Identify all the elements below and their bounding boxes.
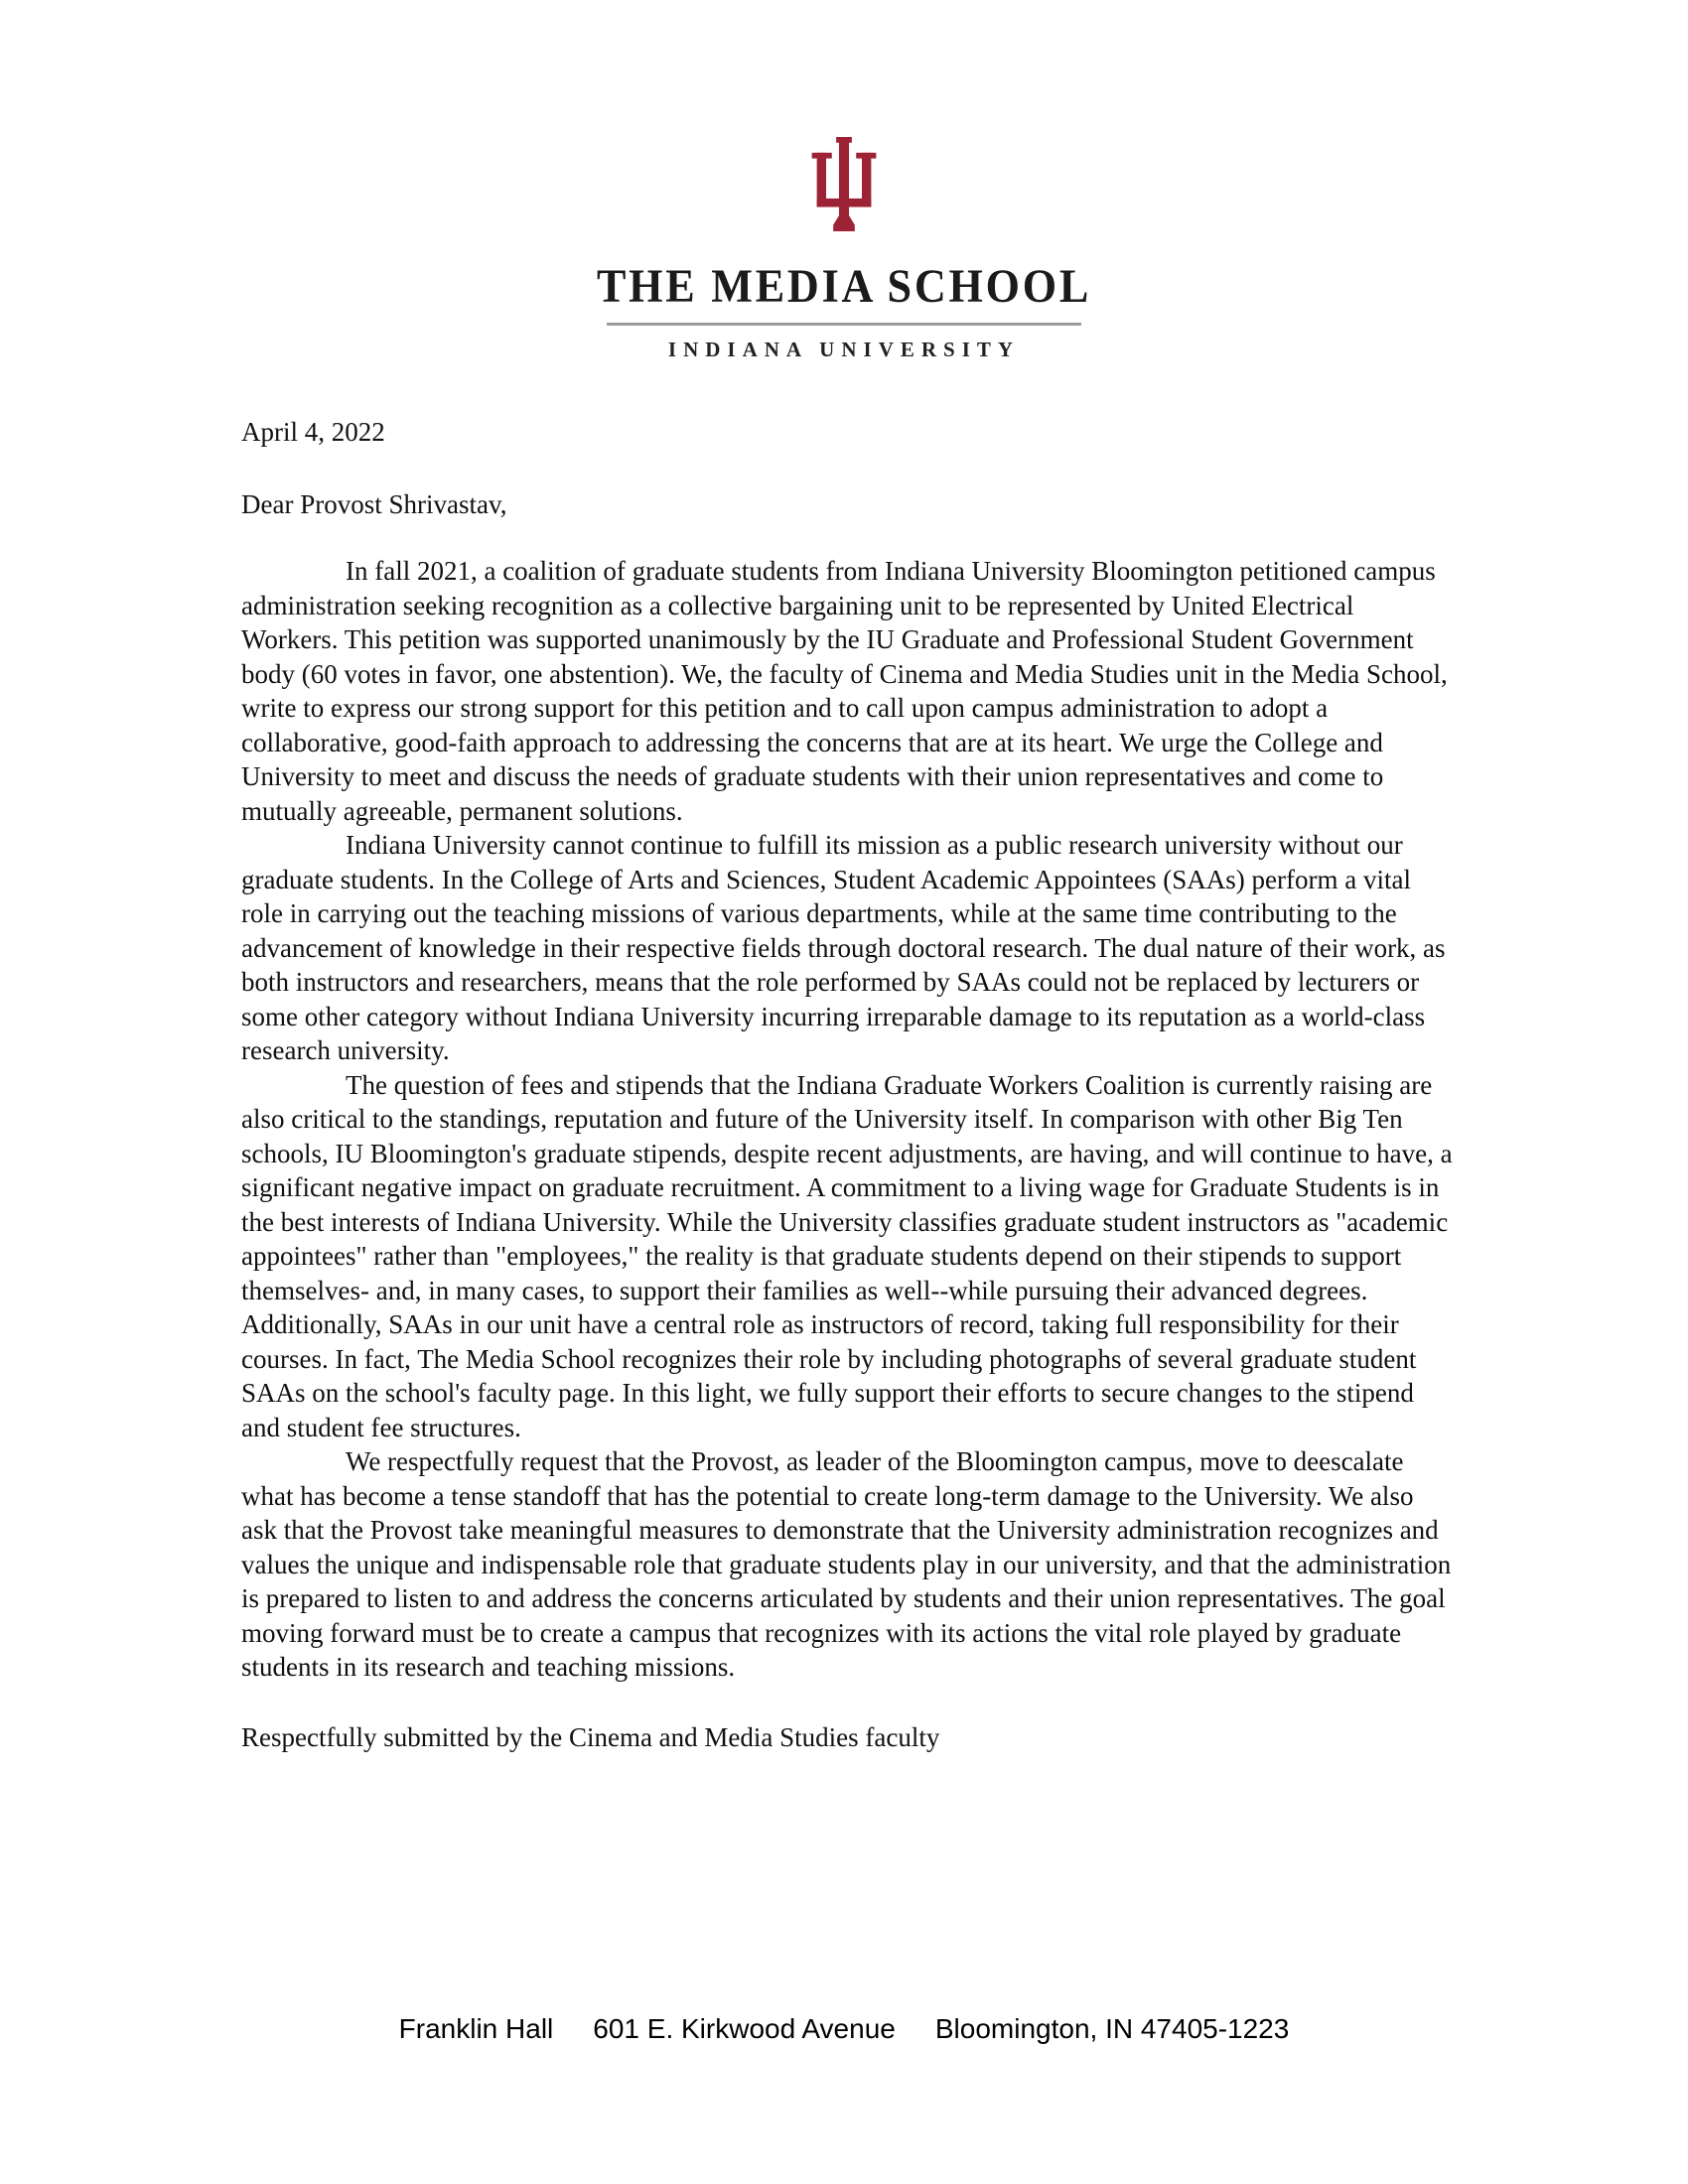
iu-trident-icon (808, 137, 880, 231)
address-street: 601 E. Kirkwood Avenue (593, 2013, 896, 2044)
letter-paragraph: We respectfully request that the Provost, as leader of the Bloomington campus, move to deescalate what has become a tense standoff that has the potential to create long-term damage to the University. We also ask that the Provost take meaningful measures to demonstrate that the University administration recognizes and values the unique and indispensable role that graduate students play in our university, and that the administration is prepared to listen to and address the concerns articulated by students and their union representatives. The goal moving forward must be to create a campus that recognizes with its actions the vital role played by graduate students in its research and teaching missions. (241, 1446, 1452, 1682)
school-wordmark: THE MEDIA SCHOOL (596, 260, 1092, 313)
header-rule (607, 323, 1081, 326)
letterhead (0, 137, 1688, 362)
letter-paragraph: The question of fees and stipends that the Indiana Graduate Workers Coalition is currently raising are also critical to the standings, reputation and future of the University itself. In comparison with other Big Ten schools, IU Bloomington's graduate stipends, despite recent adjustments, are having, and will continue to have, a significant negative impact on graduate recruitment. A commitment to a living wage for Graduate Students is in the best interests of Indiana University. While the University classifies graduate student instructors as "academic appointees" rather than "employees," the reality is that graduate students depend on their stipends to support themselves- and, in many cases, to support their families as well--while pursuing their advanced degrees. Additionally, SAAs in our unit have a central role as instructors of record, taking full responsibility for their courses. In fact, The Media School recognizes their role by including photographs of several graduate student SAAs on the school's faculty page. In this light, we fully support their efforts to secure changes to the stipend and student fee structures. (241, 1069, 1453, 1442)
body-paragraphs (241, 554, 1455, 1685)
address-city-state-zip: Bloomington, IN 47405-1223 (934, 2013, 1290, 2044)
closing-line: Respectfully submitted by the Cinema and Media Studies faculty (241, 1721, 940, 1752)
letter-paragraph: Indiana University cannot continue to fulfill its mission as a public research university without our graduate students. In the College of Arts and Sciences, Student Academic Appointees (SAAs) perform a vital role in carrying out the teaching missions of various departments, while at the same time contributing to the advancement of knowledge in their respective fields through doctoral research. The dual nature of their work, as both instructors and researchers, means that the role performed by SAAs could not be replaced by lecturers or some other category without Indiana University incurring irreparable damage to its reputation as a world-class research university. (241, 830, 1446, 1065)
letter-paragraph: In fall 2021, a coalition of graduate students from Indiana University Bloomington petitioned campus administration seeking recognition as a collective bargaining unit to be represented by United Electrical Workers. This petition was supported unanimously by the IU Graduate and Professional Student Government body (60 votes in favor, one abstention). We, the faculty of Cinema and Media Studies unit in the Media School, write to express our strong support for this petition and to call upon campus administration to adopt a collaborative, good-faith approach to addressing the concerns that are at its heart. We urge the College and University to meet and discuss the needs of graduate students with their union representatives and come to mutually agreeable, permanent solutions. (241, 556, 1448, 826)
footer-address (0, 2013, 1688, 2045)
address-building: Franklin Hall (398, 2013, 554, 2044)
letter-body (241, 415, 1455, 1754)
university-name: INDIANA UNIVERSITY (667, 338, 1021, 361)
salutation: Dear Provost Shrivastav, (241, 488, 507, 519)
date-line: April 4, 2022 (241, 417, 385, 447)
